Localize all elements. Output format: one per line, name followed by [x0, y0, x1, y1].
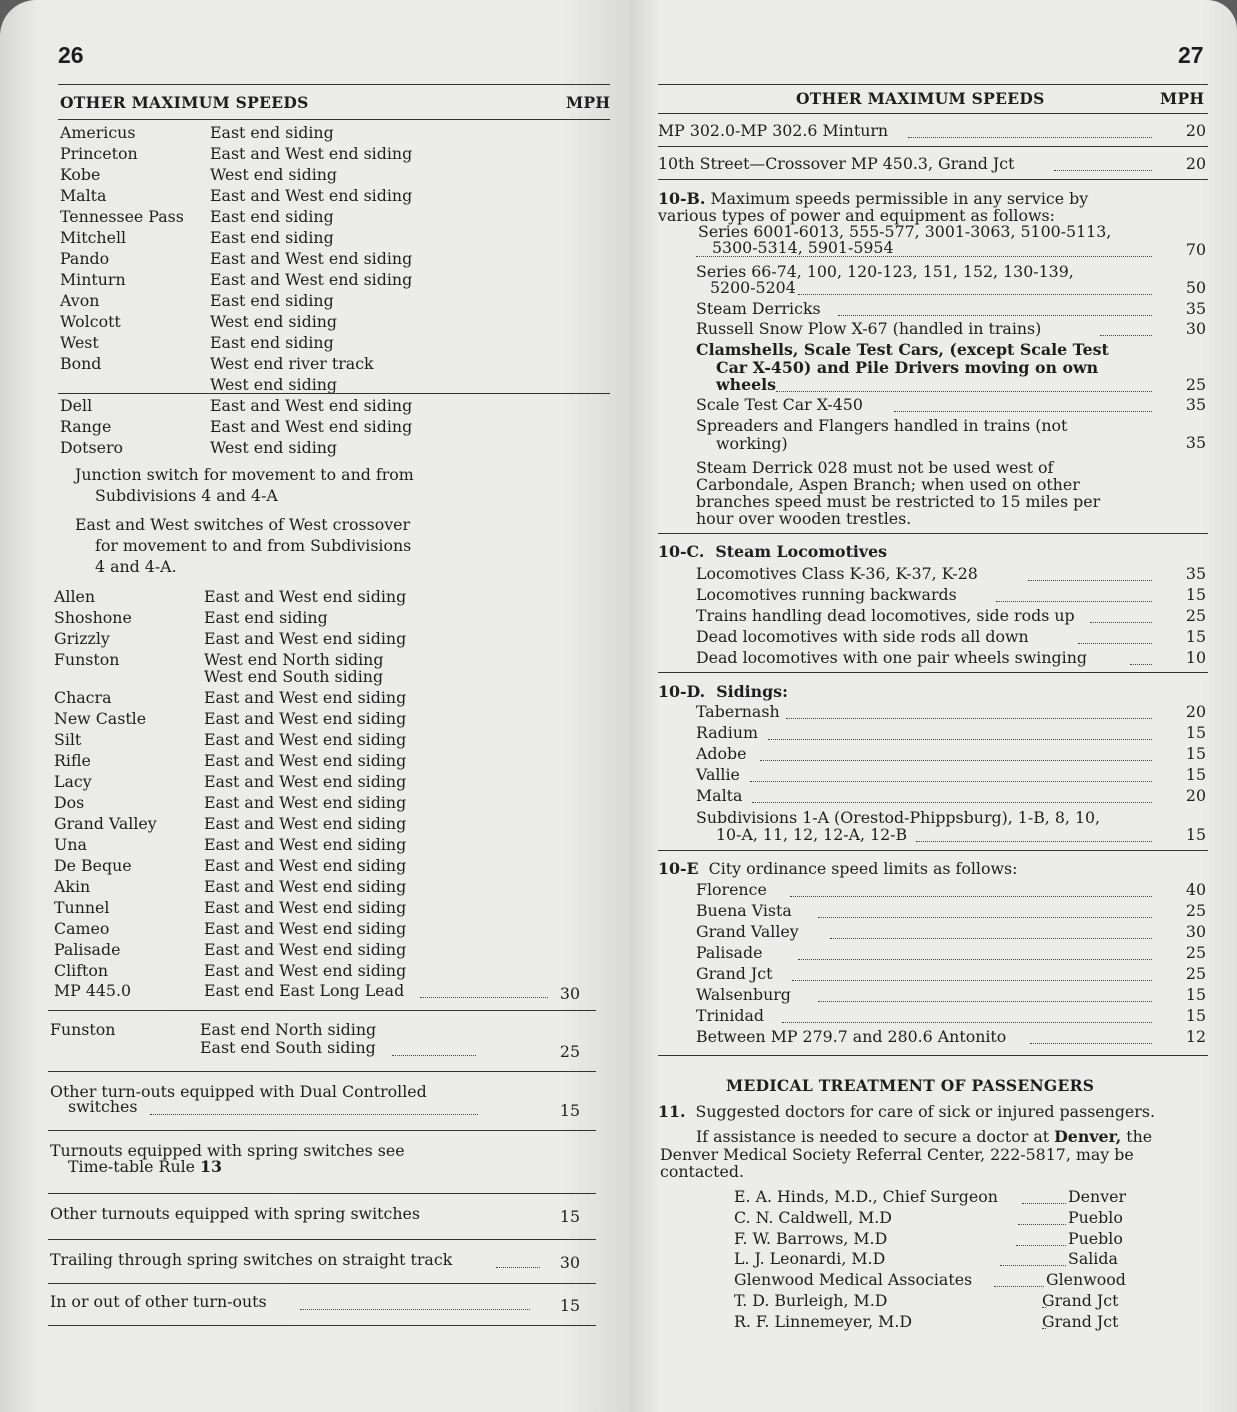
station-name: Rifle	[54, 751, 91, 770]
doctor-city: Salida	[1068, 1249, 1118, 1269]
leader-dots	[696, 256, 1152, 257]
leader-dots	[830, 938, 1152, 939]
medical-p1: If assistance is needed to secure a doctor at Denver, the	[696, 1127, 1153, 1146]
doctor-city: Pueblo	[1068, 1207, 1123, 1227]
leader-dots	[1078, 643, 1152, 644]
dual-mph: 15	[559, 1101, 580, 1120]
leader-dots	[496, 1267, 540, 1268]
leader-dots	[150, 1114, 478, 1115]
leader-dots	[1000, 1265, 1066, 1266]
station-desc: East and West end siding	[210, 270, 413, 289]
junction-note-line2: Subdivisions 4 and 4-A	[95, 486, 278, 505]
station-desc: West end North siding	[204, 650, 384, 669]
station-name: Palisade	[54, 940, 121, 959]
mp302-mph: 20	[1185, 121, 1206, 140]
doctor-name: T. D. Burleigh, M.D	[734, 1291, 888, 1310]
s10b-plow: Russell Snow Plow X-67 (handled in trains)	[696, 319, 1042, 338]
station-name: Allen	[54, 587, 96, 606]
station-name: West	[60, 333, 99, 352]
speed-row-label: Trinidad	[696, 1006, 765, 1025]
s10d-subdiv-mph: 15	[1185, 825, 1206, 844]
divider	[48, 1010, 596, 1011]
divider	[658, 1055, 1208, 1056]
station-desc: East and West end siding	[210, 417, 413, 436]
leader-dots	[994, 1286, 1044, 1287]
leader-dots	[996, 601, 1152, 602]
station-name: Silt	[54, 730, 82, 749]
divider	[48, 1325, 596, 1326]
speed-row-mph: 15	[1185, 585, 1206, 604]
divider	[658, 533, 1208, 534]
station-name: Tunnel	[54, 898, 110, 917]
speed-row-label: Dead locomotives with side rods all down	[696, 627, 1029, 646]
speed-row-mph: 12	[1185, 1027, 1206, 1046]
other-spring-mph: 15	[559, 1207, 580, 1226]
speed-row-label: Walsenburg	[696, 985, 791, 1004]
speed-row-mph: 10	[1185, 648, 1206, 667]
speed-row-mph: 15	[1185, 744, 1206, 763]
doctor-name: F. W. Barrows, M.D	[734, 1228, 888, 1248]
trailing-text: Trailing through spring switches on straight track	[50, 1250, 453, 1269]
station-name: De Beque	[54, 856, 132, 875]
station-name: Avon	[60, 291, 100, 310]
divider	[48, 1130, 596, 1131]
leader-dots	[1090, 622, 1152, 623]
station-desc: East and West end siding	[204, 772, 407, 791]
leader-dots	[782, 1022, 1152, 1023]
divider	[658, 850, 1208, 851]
s10b-note3: branches speed must be restricted to 15 miles per	[696, 492, 1101, 511]
station-desc: East and West end siding	[204, 919, 407, 938]
station-desc: East and West end siding	[210, 186, 413, 205]
station-name: Mitchell	[60, 228, 127, 247]
station-desc: West end siding	[210, 375, 338, 394]
crossover-note-line3: 4 and 4-A.	[95, 557, 177, 576]
medical-p2: Denver Medical Society Referral Center, 222-5817, may be	[660, 1145, 1134, 1164]
speed-row-mph: 25	[1185, 901, 1206, 920]
s10b-derricks: Steam Derricks	[696, 299, 821, 318]
s10b-intro-line1: 10-B. Maximum speeds permissible in any service by	[658, 189, 1089, 208]
divider	[658, 113, 1208, 114]
leader-dots	[752, 802, 1152, 803]
speed-row-label: Grand Valley	[696, 922, 799, 941]
s10b-series2a: Series 66-74, 100, 120-123, 151, 152, 130-139,	[696, 262, 1074, 281]
s10b-series1-mph: 70	[1185, 240, 1206, 259]
station-desc: West end river track	[210, 354, 374, 373]
leader-dots	[1016, 1245, 1066, 1246]
leader-dots	[908, 137, 1152, 138]
station-desc: East and West end siding	[210, 396, 413, 415]
speed-row-label: Malta	[696, 786, 743, 805]
station-desc: East and West end siding	[204, 835, 407, 854]
tenth-text: 10th Street—Crossover MP 450.3, Grand Jct	[658, 154, 1015, 173]
leader-dots	[760, 760, 1152, 761]
station-name: Cameo	[54, 919, 110, 938]
doctor-name: Glenwood Medical Associates	[734, 1270, 973, 1290]
divider	[658, 672, 1208, 673]
doctor-city: Denver	[1068, 1187, 1127, 1206]
station-desc: East end siding	[210, 123, 334, 142]
divider	[58, 393, 610, 394]
speed-row-label: Grand Jct	[696, 964, 773, 983]
s10b-spread1: Spreaders and Flangers handled in trains (not	[696, 416, 1068, 435]
station-desc: East and West end siding	[204, 709, 407, 728]
leader-dots	[750, 781, 1152, 782]
station-name: Dos	[54, 793, 85, 812]
mp445-mph: 30	[559, 984, 580, 1003]
s10b-derricks-mph: 35	[1185, 299, 1206, 318]
speed-row-mph: 20	[1185, 786, 1206, 805]
station-desc: East end siding	[210, 207, 334, 226]
doctor-name: C. N. Caldwell, M.D	[734, 1207, 892, 1227]
s10b-spread-mph: 35	[1185, 433, 1206, 452]
s10b-note2: Carbondale, Aspen Branch; when used on other	[696, 475, 1080, 494]
leader-dots	[776, 391, 1152, 392]
station-name: Clifton	[54, 961, 109, 980]
s10b-plow-mph: 30	[1185, 319, 1206, 338]
divider	[658, 179, 1208, 180]
mp302-text: MP 302.0-MP 302.6 Minturn	[658, 121, 889, 140]
speed-row-mph: 25	[1185, 943, 1206, 962]
speed-row-label: Locomotives running backwards	[696, 585, 957, 604]
station-desc: East and West end siding	[204, 877, 407, 896]
mp445-name: MP 445.0	[54, 981, 132, 1000]
doctor-city: Grand Jct	[1042, 1291, 1119, 1310]
speed-row-label: Dead locomotives with one pair wheels swinging	[696, 648, 1087, 667]
s10b-series2-mph: 50	[1185, 278, 1206, 297]
s10b-note1: Steam Derrick 028 must not be used west of	[696, 458, 1054, 477]
tenth-mph: 20	[1185, 154, 1206, 173]
station-desc: East and West end siding	[204, 814, 407, 833]
speed-row-mph: 15	[1185, 985, 1206, 1004]
junction-note-line1: Junction switch for movement to and from	[75, 465, 414, 484]
station-name: Grand Valley	[54, 814, 157, 833]
s10d-subdiv1: Subdivisions 1-A (Orestod-Phippsburg), 1-B, 8, 10,	[696, 808, 1101, 827]
mp445-desc: East end East Long Lead	[204, 981, 405, 1000]
leader-dots	[1030, 1043, 1152, 1044]
divider	[658, 84, 1208, 85]
divider	[58, 84, 610, 85]
station-name: Funston	[54, 650, 120, 669]
station-desc: East and West end siding	[210, 249, 413, 268]
station-desc: East and West end siding	[210, 144, 413, 163]
inout-mph: 15	[559, 1296, 580, 1315]
station-name: Dell	[60, 396, 93, 415]
station-name: Range	[60, 417, 112, 436]
station-name: Una	[54, 835, 87, 854]
station-name: Dotsero	[60, 438, 124, 457]
speed-row-label: Radium	[696, 723, 758, 742]
leader-dots	[786, 718, 1152, 719]
station-desc: East end siding	[210, 333, 334, 352]
divider	[48, 1071, 596, 1072]
dual-line2: switches	[68, 1097, 138, 1116]
funston-name: Funston	[50, 1020, 116, 1039]
speed-row-mph: 15	[1185, 723, 1206, 742]
funston-mph: 25	[559, 1042, 580, 1061]
station-desc: East and West end siding	[204, 587, 407, 606]
s10b-clam-mph: 25	[1185, 375, 1206, 394]
divider	[48, 1283, 596, 1284]
s10b-note4: hour over wooden trestles.	[696, 509, 912, 528]
station-name: Princeton	[60, 144, 138, 163]
speed-row-mph: 20	[1185, 702, 1206, 721]
s10c-title: 10-C. Steam Locomotives	[658, 542, 888, 561]
s10b-spread2: working)	[716, 434, 788, 453]
mph-header: MPH	[566, 93, 611, 112]
right-page	[630, 0, 1237, 1412]
other-spring-text: Other turnouts equipped with spring switches	[50, 1204, 420, 1223]
doctor-city: Glenwood	[1046, 1270, 1126, 1290]
funston-desc2: East end South siding	[200, 1038, 376, 1057]
leader-dots	[798, 294, 1152, 295]
station-desc: East and West end siding	[204, 961, 407, 980]
doctor-name: R. F. Linnemeyer, M.D	[734, 1311, 913, 1331]
leader-dots	[1054, 170, 1152, 171]
station-desc: East end siding	[204, 608, 328, 627]
divider	[48, 1193, 596, 1194]
divider	[48, 1239, 596, 1240]
speed-row-label: Tabernash	[696, 702, 780, 721]
leader-dots	[1022, 1203, 1066, 1204]
leader-dots	[792, 980, 1152, 981]
s10d-subdiv2: 10-A, 11, 12, 12-A, 12-B	[716, 825, 908, 844]
s10e-title: 10-E City ordinance speed limits as follows:	[658, 859, 1018, 878]
station-name: Akin	[54, 877, 91, 896]
station-desc: East end siding	[210, 228, 334, 247]
speed-row-label: Adobe	[696, 744, 747, 763]
crossover-note-line2: for movement to and from Subdivisions	[95, 536, 412, 555]
crossover-note-line1: East and West switches of West crossover	[75, 515, 411, 534]
station-name: Malta	[60, 186, 107, 205]
leader-dots	[894, 411, 1152, 412]
section-header: OTHER MAXIMUM SPEEDS	[796, 89, 1045, 108]
station-desc: West end siding	[210, 438, 338, 457]
station-desc: East and West end siding	[204, 940, 407, 959]
speed-row-label: Trains handling dead locomotives, side rods up	[696, 606, 1075, 625]
station-desc: East and West end siding	[204, 629, 407, 648]
doctor-city: Grand Jct	[1042, 1311, 1119, 1331]
section-header: OTHER MAXIMUM SPEEDS	[60, 93, 309, 112]
s10b-series1a: Series 6001-6013, 555-577, 3001-3063, 5100-5113,	[698, 222, 1112, 241]
leader-dots	[916, 841, 1152, 842]
dual-line1: Other turn-outs equipped with Dual Controlled	[50, 1082, 427, 1101]
leader-dots	[1100, 335, 1152, 336]
station-name: Tennessee Pass	[60, 207, 184, 226]
s10b-scale-mph: 35	[1185, 395, 1206, 414]
station-name: Lacy	[54, 772, 92, 791]
mph-header: MPH	[1160, 89, 1205, 108]
page-number: 27	[1178, 42, 1204, 68]
station-name: Shoshone	[54, 608, 132, 627]
leader-dots	[1018, 1224, 1066, 1225]
leader-dots	[1130, 664, 1152, 665]
s10b-series2b: 5200-5204	[710, 278, 796, 297]
s10b-clam2: Car X-450) and Pile Drivers moving on own	[716, 358, 1099, 377]
station-name: Wolcott	[60, 312, 121, 331]
spring-rule-line1: Turnouts equipped with spring switches see	[50, 1141, 405, 1160]
leader-dots	[392, 1055, 476, 1056]
leader-dots	[838, 315, 1152, 316]
medical-intro: 11. Suggested doctors for care of sick or injured passengers.	[658, 1102, 1155, 1121]
station-name: Minturn	[60, 270, 126, 289]
station-desc: East and West end siding	[204, 688, 407, 707]
leader-dots	[300, 1309, 530, 1310]
speed-row-label: Locomotives Class K-36, K-37, K-28	[696, 564, 978, 583]
medical-title: MEDICAL TREATMENT OF PASSENGERS	[726, 1076, 1095, 1095]
station-desc: West end South siding	[204, 667, 384, 686]
s10b-intro-line2: various types of power and equipment as follows:	[658, 206, 1055, 225]
station-name: Pando	[60, 249, 110, 268]
s10b-scale: Scale Test Car X-450	[696, 395, 863, 414]
s10b-clam1: Clamshells, Scale Test Cars, (except Scale Test	[696, 340, 1109, 359]
divider	[58, 119, 610, 120]
spring-rule-line2: Time-table Rule 13	[68, 1157, 223, 1176]
station-name: Americus	[60, 123, 136, 142]
station-name: Grizzly	[54, 629, 110, 648]
leader-dots	[818, 917, 1152, 918]
leader-dots	[798, 959, 1152, 960]
s10b-series1b: 5300-5314, 5901-5954	[712, 238, 894, 257]
station-desc: West end siding	[210, 165, 338, 184]
speed-row-mph: 25	[1185, 606, 1206, 625]
station-desc: West end siding	[210, 312, 338, 331]
speed-row-mph: 30	[1185, 922, 1206, 941]
page-number: 26	[58, 42, 84, 68]
station-desc: East and West end siding	[204, 751, 407, 770]
funston-desc1: East end North siding	[200, 1020, 377, 1039]
s10b-clam3: wheels	[716, 375, 777, 394]
speed-row-label: Between MP 279.7 and 280.6 Antonito	[696, 1027, 1007, 1046]
divider	[658, 146, 1208, 147]
station-desc: East end siding	[210, 291, 334, 310]
leader-dots	[1028, 580, 1152, 581]
station-desc: East and West end siding	[204, 793, 407, 812]
inout-text: In or out of other turn-outs	[50, 1292, 267, 1311]
speed-row-mph: 35	[1185, 564, 1206, 583]
trailing-mph: 30	[559, 1253, 580, 1272]
speed-row-mph: 15	[1185, 765, 1206, 784]
speed-row-mph: 40	[1185, 880, 1206, 899]
leader-dots	[790, 896, 1152, 897]
speed-row-mph: 15	[1185, 627, 1206, 646]
leader-dots	[768, 739, 1152, 740]
doctor-city: Pueblo	[1068, 1228, 1123, 1248]
station-name: Chacra	[54, 688, 112, 707]
speed-row-label: Florence	[696, 880, 767, 899]
doctor-name: L. J. Leonardi, M.D	[734, 1249, 886, 1269]
station-name: Bond	[60, 354, 102, 373]
station-name: Kobe	[60, 165, 101, 184]
station-name: New Castle	[54, 709, 147, 728]
leader-dots	[818, 1001, 1152, 1002]
s10d-title: 10-D. Sidings:	[658, 682, 788, 701]
doctor-name: E. A. Hinds, M.D., Chief Surgeon	[734, 1187, 998, 1206]
medical-p3: contacted.	[660, 1162, 744, 1181]
station-desc: East and West end siding	[204, 730, 407, 749]
speed-row-mph: 15	[1185, 1006, 1206, 1025]
speed-row-label: Vallie	[696, 765, 740, 784]
station-desc: East and West end siding	[204, 898, 407, 917]
speed-row-mph: 25	[1185, 964, 1206, 983]
station-desc: East and West end siding	[204, 856, 407, 875]
speed-row-label: Buena Vista	[696, 901, 792, 920]
speed-row-label: Palisade	[696, 943, 763, 962]
leader-dots	[420, 997, 548, 998]
